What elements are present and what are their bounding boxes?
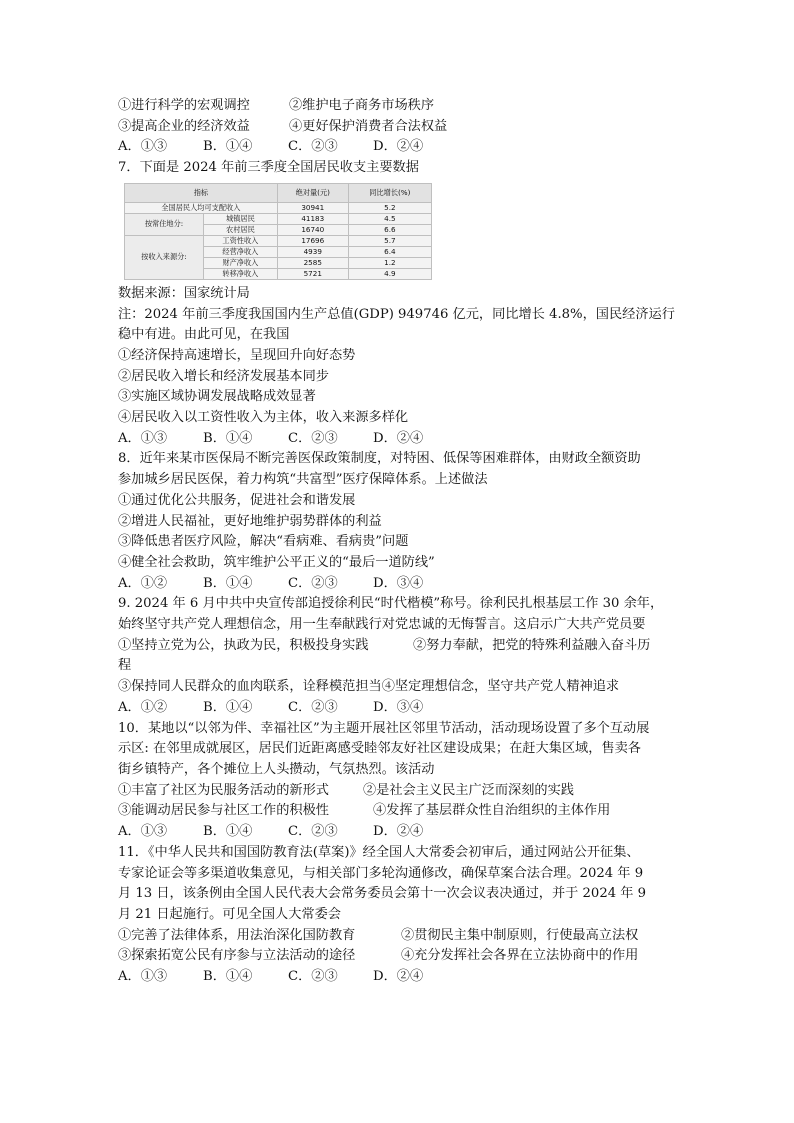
table-cell-growth: 4.5 (348, 213, 431, 224)
q9-option-a[interactable]: A．①② (118, 699, 168, 715)
q6-statements-row1 (118, 96, 678, 117)
table-cell-value: 41183 (277, 213, 348, 224)
table-cell-label: 工资性收入 (204, 235, 278, 246)
q10-option-b[interactable]: B．①④ (203, 824, 253, 840)
table-cell-value: 5721 (277, 268, 348, 279)
q10-statement-2: ②是社会主义民主广泛而深刻的实践 (363, 782, 574, 798)
q9-stem-line1: 9. 2024 年 6 月中共中央宣传部追授徐利民“时代楷模”称号。徐利民扎根基层工作 30 余年， (118, 596, 664, 612)
q11-option-d[interactable]: D．②④ (373, 969, 424, 985)
q8-statement-1: ①通过优化公共服务，促进社会和谐发展 (118, 492, 356, 508)
q10-option-a[interactable]: A．①③ (118, 824, 168, 840)
q9-stem-line2: 始终坚守共产党人理想信念，用一生奉献践行对党忠诚的无悔誓言。这启示广大共产党员要 (118, 617, 646, 633)
q10-statement-1: ①丰富了社区为民服务活动的新形式 (118, 782, 329, 798)
q8-option-d[interactable]: D．③④ (373, 575, 424, 591)
q9-option-b[interactable]: B．①④ (203, 699, 253, 715)
table-cell-growth: 5.7 (348, 235, 431, 246)
q7-option-d[interactable]: D．②④ (373, 430, 424, 446)
q8-statement-2: ②增进人民福祉，更好地维护弱势群体的利益 (118, 513, 382, 529)
q10-statements-row1 (118, 781, 678, 802)
q9-statement-2: ②努力奉献，把党的特殊利益融入奋斗历 (413, 637, 651, 653)
table-cell-growth: 5.2 (348, 202, 431, 213)
q6-statement-2: ②维护电子商务市场秩序 (289, 98, 435, 113)
q9-statements-row2 (118, 677, 678, 698)
table-cell-value: 30941 (277, 202, 348, 213)
q10-option-d[interactable]: D．②④ (373, 824, 424, 840)
q8-option-a[interactable]: A．①② (118, 575, 168, 591)
q8-option-b[interactable]: B．①④ (203, 575, 253, 591)
q6-options (118, 137, 678, 158)
table-header-row (125, 183, 432, 202)
q7-option-a[interactable]: A．①③ (118, 430, 168, 446)
q8-statement-3: ③降低患者医疗风险，解决“看病难、看病贵”问题 (118, 534, 409, 550)
q10-stem-line2: 示区: 在邻里成就展区，居民们近距离感受睦邻友好社区建设成果；在赶大集区域，售卖各 (118, 741, 641, 757)
q11-statement-4: ④充分发挥社会各界在立法协商中的作用 (401, 948, 639, 964)
q7-statement-4: ④居民收入以工资性收入为主体，收入来源多样化 (118, 410, 409, 426)
table-cell-value: 4939 (277, 246, 348, 257)
q6-statement-4: ④更好保护消费者合法权益 (289, 118, 448, 134)
q11-statements-row2 (118, 946, 678, 967)
table-header-indicator: 指标 (125, 183, 278, 202)
table-cell-growth: 6.6 (348, 224, 431, 235)
q11-options (118, 967, 678, 988)
q7-options (118, 429, 678, 450)
table-row (125, 213, 432, 224)
q10-statement-4: ④发挥了基层群众性自治组织的主体作用 (373, 803, 611, 819)
q6-option-b[interactable]: B．①④ (203, 139, 253, 155)
q7-stem: 7．下面是 2024 年前三季度全国居民收支主要数据 (118, 160, 419, 176)
q11-statement-2: ②贯彻民主集中制原则，行使最高立法权 (401, 927, 639, 943)
q11-stem-line2: 专家论证会等多渠道收集意见，与相关部门多轮沟通修改，确保草案合法合理。2024 年 9 (118, 865, 644, 881)
q10-options (118, 822, 678, 843)
table-cell-label: 财产净收入 (204, 257, 278, 268)
table-header-growth: 同比增长(%) (348, 183, 431, 202)
table-cell-label: 全国居民人均可支配收入 (125, 202, 278, 213)
q8-stem-line1: 8．近年来某市医保局不断完善医保政策制度，对特困、低保等困难群体，由财政全额资助 (118, 451, 641, 467)
q10-statement-3: ③能调动居民参与社区工作的积极性 (118, 803, 329, 819)
q9-statement-4: ④坚定理想信念，坚守共产党人精神追求 (381, 679, 620, 695)
q9-statement-3: ③保持同人民群众的血肉联系，诠释模范担当 (118, 679, 382, 695)
q8-stem-line2: 参加城乡居民医保，着力构筑“共富型”医疗保障体系。上述做法 (118, 472, 488, 488)
q6-option-d[interactable]: D．②④ (373, 139, 424, 155)
table-cell-label: 农村居民 (204, 224, 278, 235)
q7-option-c[interactable]: C．②③ (288, 430, 338, 446)
table-cell-growth: 1.2 (348, 257, 431, 268)
q10-stem-line3: 街乡镇特产，各个摊位上人头攒动，气氛热烈。该活动 (118, 761, 435, 777)
table-cell-growth: 6.4 (348, 246, 431, 257)
q6-option-a[interactable]: A．①③ (118, 139, 168, 155)
q11-option-b[interactable]: B．①④ (203, 969, 253, 985)
q9-statements-row1 (118, 636, 678, 657)
q8-options (118, 574, 678, 595)
q6-statements-row2 (118, 117, 678, 138)
q10-stem-line1: 10．某地以“以邻为伴、幸福社区”为主题开展社区邻里节活动，活动现场设置了多个互动展 (118, 720, 650, 736)
table-cell-growth: 4.9 (348, 268, 431, 279)
q9-option-c[interactable]: C．②③ (288, 699, 338, 715)
q11-statements-row1 (118, 926, 678, 947)
table-group-residence: 按常住地分: (125, 213, 204, 235)
q11-stem-line1: 11．《中华人民共和国国防教育法(草案)》经全国人大常委会初审后，通过网站公开征集、 (118, 844, 640, 860)
q9-statement-1: ①坚持立党为公，执政为民，积极投身实践 (118, 637, 369, 653)
q10-statements-row2 (118, 801, 678, 822)
q6-statement-3: ③提高企业的经济效益 (118, 118, 250, 134)
q7-option-b[interactable]: B．①④ (203, 430, 253, 446)
q11-option-a[interactable]: A．①③ (118, 969, 168, 985)
q11-stem-line3: 月 13 日，该条例由全国人民代表大会常务委员会第十一次会议表决通过，并于 2024 年 9 (118, 886, 647, 902)
table-group-source: 按收入来源分: (125, 235, 204, 279)
table-cell-label: 城镇居民 (204, 213, 278, 224)
exam-page (118, 96, 678, 988)
q7-statement-2: ②居民收入增长和经济发展基本同步 (118, 368, 329, 384)
q7-statement-3: ③实施区域协调发展战略成效显著 (118, 389, 316, 405)
q8-statement-4: ④健全社会救助，筑牢维护公平正义的“最后一道防线” (118, 554, 435, 570)
q11-statement-3: ③探索拓宽公民有序参与立法活动的途径 (118, 948, 356, 964)
q11-stem-line4: 月 21 日起施行。可见全国人大常委会 (118, 906, 341, 922)
q7-note-line1: 注：2024 年前三季度我国国内生产总值(GDP) 949746 亿元，同比增长 4.8%，国民经济运行 (118, 306, 675, 322)
table-cell-label: 经营净收入 (204, 246, 278, 257)
q7-data-source: 数据来源：国家统计局 (118, 285, 250, 301)
q9-option-d[interactable]: D．③④ (373, 699, 424, 715)
income-statistics-table (124, 183, 432, 280)
table-cell-value: 2585 (277, 257, 348, 268)
q11-statement-1: ①完善了法律体系，用法治深化国防教育 (118, 927, 356, 943)
table-header-amount: 绝对量(元) (277, 183, 348, 202)
q11-option-c[interactable]: C．②③ (288, 969, 338, 985)
q6-statement-1: ①进行科学的宏观调控 (118, 98, 250, 113)
q9-statement-2-cont: 程 (118, 658, 132, 674)
q7-note-line2: 稳中有进。由此可见，在我国 (118, 327, 290, 343)
q9-options (118, 698, 678, 719)
table-row (125, 202, 432, 213)
table-cell-label: 转移净收入 (204, 268, 278, 279)
q8-option-c[interactable]: C．②③ (288, 575, 338, 591)
q10-option-c[interactable]: C．②③ (288, 824, 338, 840)
q6-option-c[interactable]: C．②③ (288, 139, 338, 155)
q7-statement-1: ①经济保持高速增长，呈现回升向好态势 (118, 347, 356, 363)
table-cell-value: 16740 (277, 224, 348, 235)
table-cell-value: 17696 (277, 235, 348, 246)
table-row (125, 235, 432, 246)
